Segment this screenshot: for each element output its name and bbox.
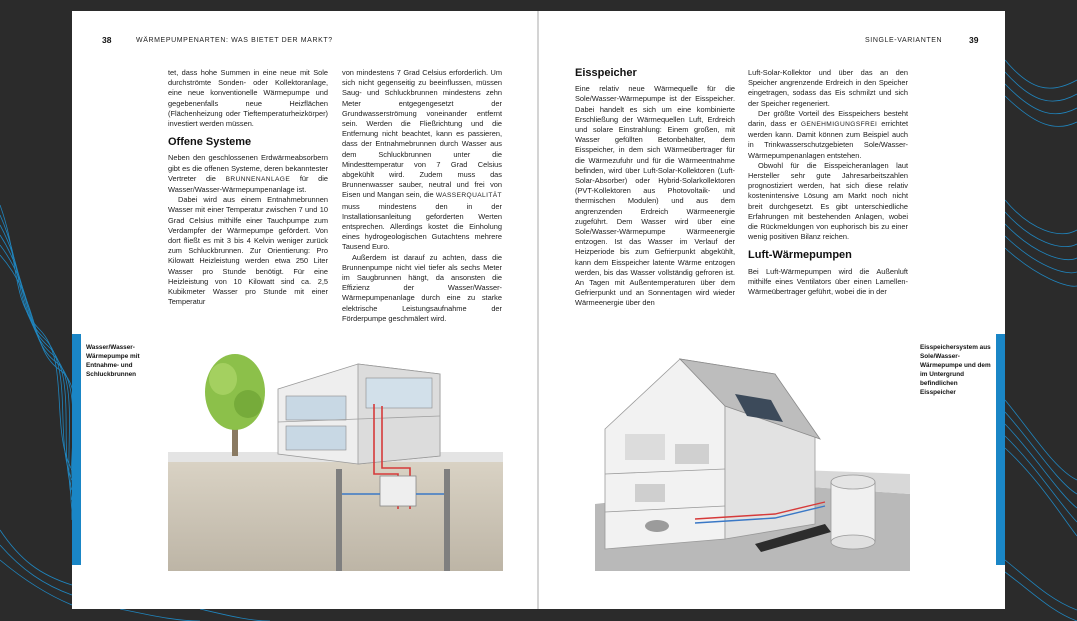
right-column-2 [748, 68, 908, 297]
left-column-1 [168, 68, 328, 307]
well-heat-pump-illustration [168, 334, 503, 571]
right-page [539, 11, 1005, 609]
paragraph: Eine relativ neue Wärmequelle für die Sole/Wasser-Wärmepumpe ist der Eisspeicher. Dabei handelt es sich um eine kombinierte Erschließung der Wärmequellen Luft, Erdreich und solare Einstrahlung: Einem großen, mit Wasser gefüllten Betonbehälter, dem Eisspeicher, in dem sich Wärmeübertrager für die Wärmezufuhr und für die Wärmeentnahme befinden, wird über Luft-Solar-Kollektoren (Luft-Solar-Absorber) oder Hybrid-Solarkollektoren (PVT-Kollektoren aus Photovoltaik- und thermischen Modulen) und aus dem angrenzenden Erdreich Wärmeenergie zugeführt. Dem Wasser wird über eine Sole/Wasser-Wärmepumpe Wärmeenergie entzogen. Ist das Wasser im Verlauf der Heizperiode bis zum Gefrierpunkt abgekühlt, kann dem Eisspeicher latente Wärme entzogen werden, bis das Wasser vollständig gefroren ist. An Tagen mit Außentemperaturen über dem Gefrierpunkt und an Sonnentagen wird wieder Wärmeenergie über den [575, 84, 735, 308]
left-page [72, 11, 537, 609]
figure-caption: Wasser/Wasser-Wärmepumpe mit Entnahme- und Schluckbrunnen [86, 344, 140, 378]
paragraph: Außerdem ist darauf zu achten, dass die Brunnenpumpe nicht viel tiefer als sechs Meter im Saugbrunnen hängt, da ansonsten die Effizienz der Wasser/Wasser-Wärmepumpenanlage durch eine zu starke elektrische Leistungsaufnahme der Förderpumpe geschmälert wird. [342, 252, 502, 323]
paragraph: tet, dass hohe Summen in eine neue mit Sole durchströmte Sonden- oder Kollektoranlage, eine neue konventionelle Wärmepumpe und gegebenenfalls neue Heizflächen (Flächenheizung oder Tieftemperaturheizkörper) investiert werden müssen. [168, 68, 328, 129]
paragraph: Bei Luft-Wärmepumpen wird die Außenluft mithilfe eines Ventilators über einen Lamellen-Wärmeübertrager geführt, wobei die in der [748, 266, 908, 297]
left-page-number: 38 [102, 35, 112, 45]
paragraph: Dabei wird aus einem Entnahmebrunnen Wasser mit einer Temperatur zwischen 7 und 10 Grad Celsius mithilfe einer Tauchpumpe zum Verdampfer der Wärmepumpe gefördert. Von dort fließt es mit 3 bis 4 Kelvin weniger zurück zum Schluckbrunnen. Zur Orientierung: Pro Kilowatt Heizleistung werden etwa 250 Liter Wasser pro Stunde benötigt. Für eine Heizleistung von 10 Kilowatt sind ca. 2,5 Kubikmeter Wasser pro Stunde mit einer Temperatur [168, 195, 328, 307]
paragraph: von mindestens 7 Grad Celsius erforderlich. Um sich nicht gegenseitig zu beeinflussen, müssen Saug- und Schluckbrunnen mindestens zehn Meter entgegengesetzt der Grundwasserströmung voneinander entfernt sein. Werden die Fließrichtung und die Entfernung nicht beachtet, kann es passieren, dass der Entnahmebrunnen durch Wasser aus dem Schluckbrunnen unter die Mindesttemperatur von 7 Grad Celsius abgekühlt wird. Zudem muss das Brunnenwasser sauber, neutral und frei von Eisen und Mangan sein, die WASSERQUALITÄT muss mindestens den in der Installationsanleitung geforderten Werten entsprechen. Allerdings kostet die Einholung eines hydrogeologischen Gutachtens mehrere Tausend Euro. [342, 68, 502, 252]
paragraph: Neben den geschlossenen Erdwärmeabsorbern gibt es die offenen Systeme, deren bekanntester Vertreter die BRUNNENANLAGE für die Wasser/Wasser-Wärmepumpenanlage ist. [168, 153, 328, 195]
accent-bar [996, 334, 1005, 565]
paragraph: Der größte Vorteil des Eisspeichers besteht darin, dass er GENEHMIGUNGSFREI errichtet werden kann. Damit können zum Beispiel auch in Trinkwasserschutzgebieten Sole/Wasser-Wärmepumpenanlagen entstehen. [748, 108, 908, 160]
right-column-1 [575, 68, 735, 309]
right-page-number: 39 [969, 35, 979, 45]
left-running-head: WÄRMEPUMPENARTEN: WAS BIETET DER MARKT? [136, 37, 333, 44]
paragraph: Luft-Solar-Kollektor und über das an den Speicher angrenzende Erdreich in den Speicher eingetragen, sodass das Eis schmilzt und sich der Speicher regeneriert. [748, 68, 908, 108]
right-running-head: SINGLE-VARIANTEN [865, 37, 943, 44]
paragraph: Obwohl für die Eisspeicheranlagen laut Hersteller sehr gute Jahresarbeitszahlen prognostiziert werden, hat sich diese relativ kostenintensive Lösung am Markt noch nicht breit durchgesetzt. Es gibt unterschiedliche Erfahrungen mit bestehenden Anlagen, wobei die Rückmeldungen von euphorisch bis zu einer wenig positiven Bilanz reichen. [748, 160, 908, 242]
ice-storage-illustration [575, 334, 910, 571]
heading-offene-systeme: Offene Systeme [168, 136, 252, 149]
heading-luft-waermepumpen: Luft-Wärmepumpen [748, 249, 852, 262]
heading-eisspeicher: Eisspeicher [575, 67, 637, 79]
left-column-2 [342, 68, 502, 324]
figure-caption: Eisspeichersystem aus Sole/Wasser-Wärmepumpe und dem im Untergrund befindlichen Eisspeicher [920, 344, 991, 396]
accent-bar [72, 334, 81, 565]
